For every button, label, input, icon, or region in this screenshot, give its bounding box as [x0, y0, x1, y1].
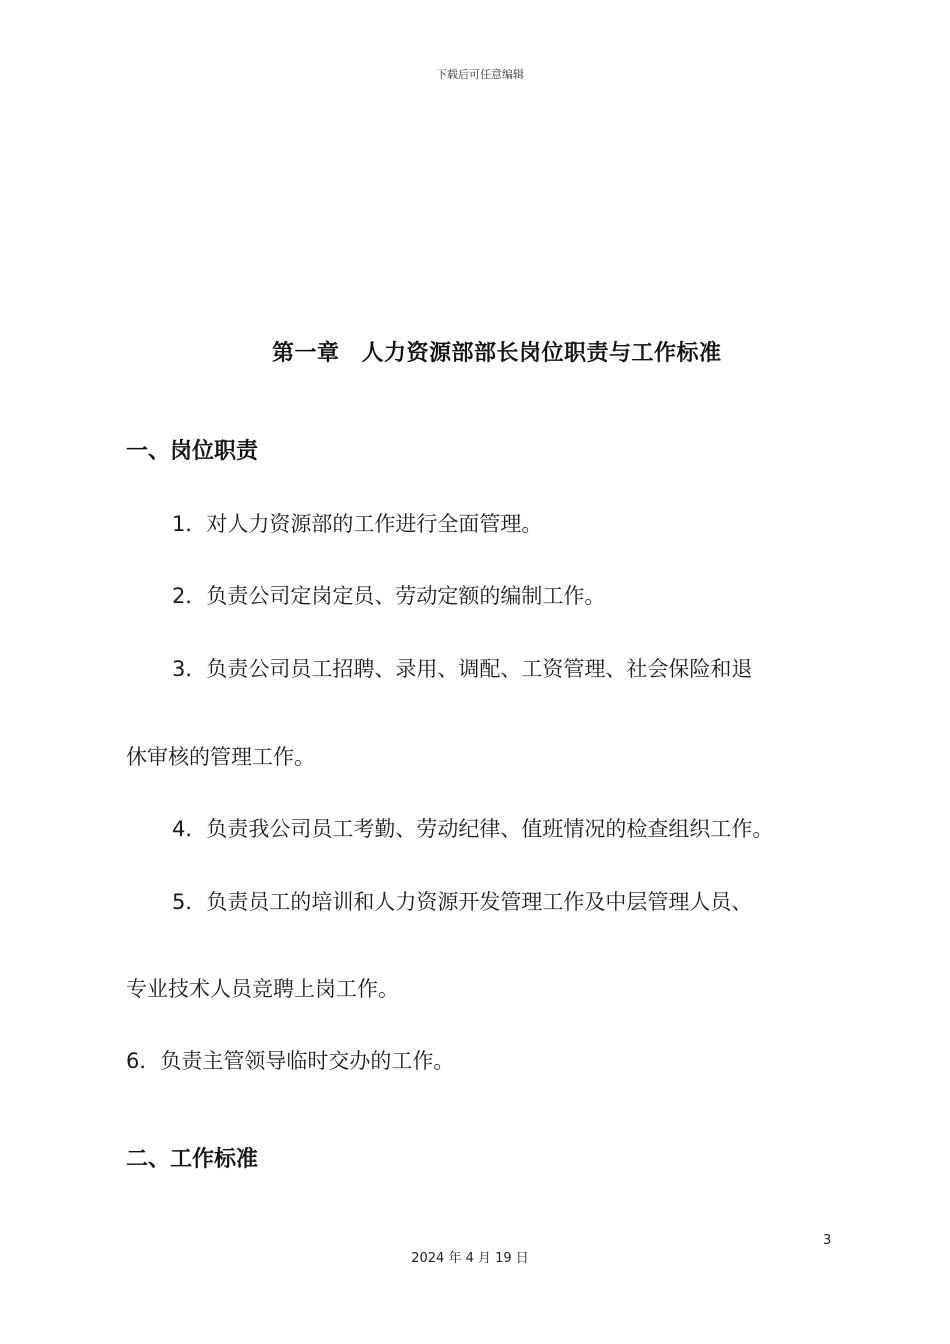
duty-item-4: 4．负责我公司员工考勤、劳动纪律、值班情况的检查组织工作。	[172, 817, 774, 841]
footer-date: 2024 年 4 月 19 日	[411, 1251, 529, 1266]
duty-item-1: 1．对人力资源部的工作进行全面管理。	[172, 512, 543, 536]
header-note: 下载后可任意编辑	[436, 68, 524, 81]
page-number: 3	[823, 1233, 832, 1248]
section-heading-standards: 二、工作标准	[126, 1147, 259, 1172]
duty-item-6: 6．负责主管领导临时交办的工作。	[126, 1049, 455, 1073]
chapter-title-text: 人力资源部部长岗位职责与工作标准	[361, 341, 722, 366]
chapter-label: 第一章	[272, 341, 340, 366]
duty-item-2: 2．负责公司定岗定员、劳动定额的编制工作。	[172, 584, 606, 608]
section-heading-duties: 一、岗位职责	[126, 439, 259, 464]
duty-item-3-line1: 3．负责公司员工招聘、录用、调配、工资管理、社会保险和退	[172, 657, 753, 681]
duty-item-5-line2: 专业技术人员竞聘上岗工作。	[126, 977, 399, 1001]
chapter-title	[272, 336, 722, 367]
duty-item-5-line1: 5．负责员工的培训和人力资源开发管理工作及中层管理人员、	[172, 890, 753, 914]
duty-item-3-line2: 休审核的管理工作。	[126, 745, 315, 769]
